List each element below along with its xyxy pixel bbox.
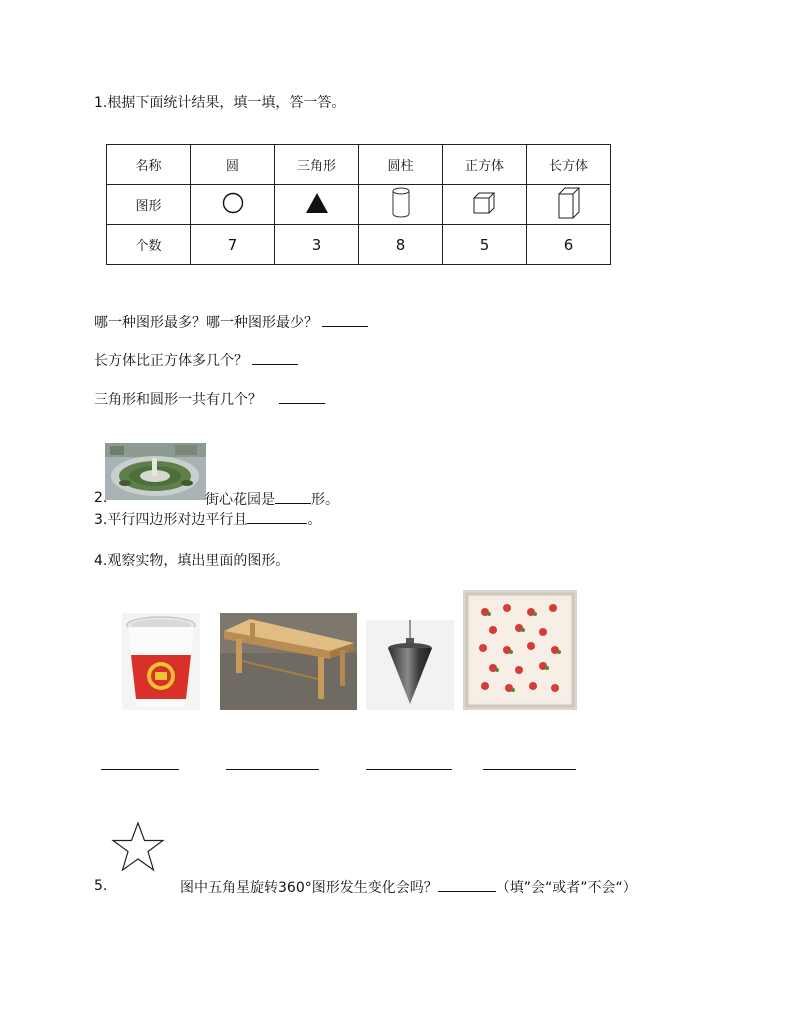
- answer-blank[interactable]: [438, 877, 496, 892]
- answer-line[interactable]: [366, 769, 452, 770]
- statistics-table: [106, 144, 611, 265]
- q1-sub-question: 哪一种图形最多？哪一种图形最少？: [94, 312, 368, 332]
- table-row-label: 个数: [107, 225, 191, 265]
- table-header-cell: 圆柱: [359, 145, 443, 185]
- table-header-cell: 名称: [107, 145, 191, 185]
- q2-text: 街心花园是 形。: [205, 489, 339, 509]
- table-header-cell: 正方体: [443, 145, 527, 185]
- answer-blank[interactable]: [279, 389, 325, 404]
- table-row: [107, 145, 611, 185]
- circle-icon: [221, 191, 245, 215]
- garden-photo: [105, 443, 206, 500]
- plumb-bob-photo: [366, 620, 454, 710]
- q2-number: 2.: [94, 490, 108, 506]
- triangle-icon: [304, 191, 330, 215]
- cuboid-icon: [556, 186, 582, 220]
- q5-text: 图中五角星旋转360°图形发生变化会吗？ （填”会“或者”不会“）: [180, 877, 637, 897]
- table-row: [107, 225, 611, 265]
- answer-line[interactable]: [101, 769, 179, 770]
- answer-blank[interactable]: [322, 312, 368, 327]
- paper-cup-photo: [122, 613, 200, 710]
- count-value: 5: [443, 225, 527, 265]
- table-header-cell: 三角形: [275, 145, 359, 185]
- cube-icon: [472, 191, 498, 215]
- table-row: [107, 185, 611, 225]
- q1-prompt: 1.根据下面统计结果，填一填，答一答。: [94, 95, 346, 111]
- wooden-bench-photo: [220, 613, 357, 710]
- star-icon: [110, 821, 166, 875]
- table-row-label: 图形: [107, 185, 191, 225]
- q1-sub-question: 长方体比正方体多几个？: [94, 350, 298, 370]
- q1-sub-question: 三角形和圆形一共有几个？: [94, 389, 325, 409]
- answer-blank[interactable]: [275, 489, 311, 504]
- answer-blank[interactable]: [252, 350, 298, 365]
- count-value: 6: [527, 225, 611, 265]
- table-header-cell: 长方体: [527, 145, 611, 185]
- q4-prompt: 4.观察实物，填出里面的图形。: [94, 553, 290, 569]
- answer-line[interactable]: [483, 769, 576, 770]
- count-value: 3: [275, 225, 359, 265]
- cylinder-icon: [390, 186, 412, 220]
- count-value: 7: [191, 225, 275, 265]
- answer-line[interactable]: [226, 769, 319, 770]
- q3-text: 3.平行四边形对边平行且 。: [94, 509, 321, 529]
- handkerchief-photo: [463, 590, 577, 710]
- q5-number: 5.: [94, 878, 108, 894]
- table-header-cell: 圆: [191, 145, 275, 185]
- count-value: 8: [359, 225, 443, 265]
- answer-blank[interactable]: [247, 509, 307, 524]
